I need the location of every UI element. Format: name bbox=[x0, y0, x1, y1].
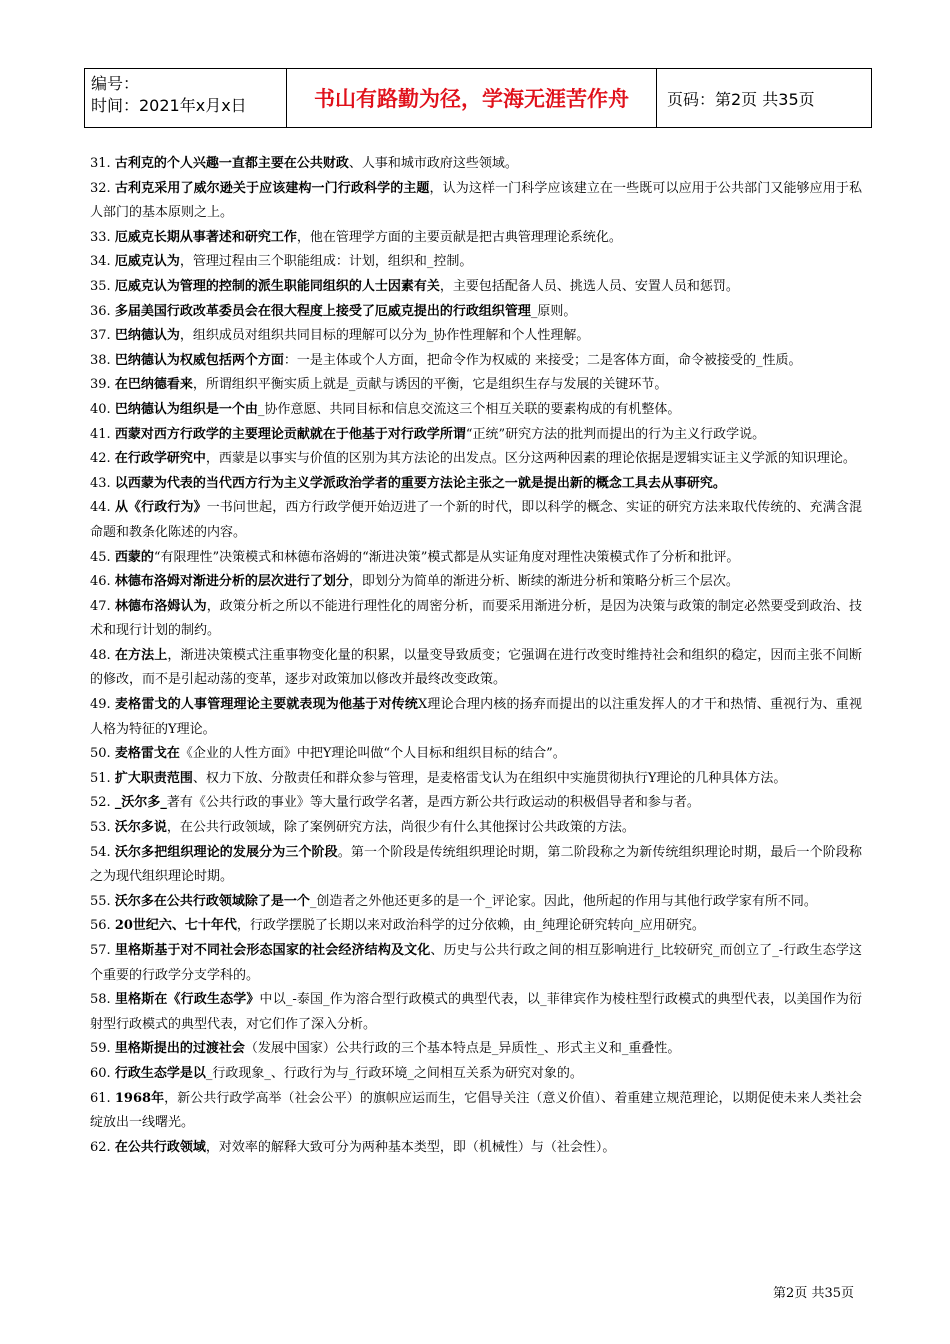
item-bold-text: 在公共行政领域 bbox=[114, 1139, 206, 1155]
question-item bbox=[90, 398, 862, 423]
question-item bbox=[90, 447, 862, 472]
item-bold-text: 麦格雷戈在 bbox=[114, 746, 180, 762]
item-bold-text: 巴纳德认为组织是一个由 bbox=[114, 401, 258, 417]
question-item bbox=[90, 1087, 862, 1136]
document-date-label: 时间：2021年x月x日 bbox=[91, 96, 247, 115]
item-bold-text: 从《行政行为》 bbox=[114, 500, 207, 516]
question-item bbox=[90, 939, 862, 988]
question-item bbox=[90, 496, 862, 545]
question-item bbox=[90, 349, 862, 374]
document-number-label: 编号： bbox=[91, 74, 140, 93]
question-item bbox=[90, 644, 862, 693]
item-text: ，对效率的解释大致可分为两种基本类型，即（机械性）与（社会性）。 bbox=[205, 1139, 616, 1155]
item-bold-text: 厄威克长期从事著述和研究工作 bbox=[114, 229, 297, 245]
item-bold-text: 扩大职责范围 bbox=[114, 770, 193, 786]
question-item bbox=[90, 570, 862, 595]
item-number: 49. bbox=[90, 697, 111, 713]
item-number: 60. bbox=[90, 1065, 111, 1081]
item-text: 一书问世起，西方行政学便开始迈进了一个新的时代，即以科学的概念、实证的研究方法来取代传统的、充满含混命题和教条化陈述的内容。 bbox=[90, 500, 862, 540]
question-item bbox=[90, 250, 862, 275]
question-item bbox=[90, 841, 862, 890]
item-number: 36. bbox=[90, 303, 111, 319]
header-table bbox=[84, 68, 872, 128]
item-number: 37. bbox=[90, 328, 111, 344]
item-text: ，主要包括配备人员、挑选人员、安置人员和惩罚。 bbox=[439, 278, 739, 294]
question-item bbox=[90, 152, 862, 177]
document-body bbox=[90, 152, 862, 1160]
item-text: ，渐进决策模式注重事物变化量的积累，以量变导致质变；它强调在进行改变时维持社会和组织的稳定，因而主张不间断的修改，而不是引起动荡的变革，逐步对政策加以修改并最终改变政策。 bbox=[90, 647, 862, 688]
header-left-cell bbox=[85, 69, 287, 127]
item-bold-text: _沃尔多_ bbox=[114, 795, 167, 811]
item-number: 32. bbox=[90, 180, 111, 196]
item-number: 40. bbox=[90, 401, 111, 417]
question-item bbox=[90, 1062, 862, 1087]
item-text: “有限理性”决策模式和林德布洛姆的“渐进决策”模式都是从实证角度对理性决策模式作了分析和批评。 bbox=[153, 549, 740, 565]
question-item bbox=[90, 988, 862, 1037]
item-bold-text: 巴纳德认为 bbox=[114, 328, 180, 344]
item-text: 。第一个阶段是传统组织理论时期，第二阶段称之为新传统组织理论时期，最后一个阶段称之为现代组织理论时期。 bbox=[90, 844, 862, 885]
item-number: 58. bbox=[90, 992, 111, 1008]
item-text: 著有《公共行政的事业》等大量行政学名著，是西方新公共行政运动的积极倡导者和参与者。 bbox=[166, 795, 700, 811]
item-number: 56. bbox=[90, 918, 111, 934]
item-text: ，西蒙是以事实与价值的区别为其方法论的出发点。区分这两种因素的理论依据是逻辑实证主义学派的知识理论。 bbox=[205, 451, 856, 467]
item-bold-text: 西蒙对西方行政学的主要理论贡献就在于他基于对行政学所谓 bbox=[114, 426, 466, 442]
item-bold-text: 沃尔多在公共行政领域除了是一个 bbox=[114, 893, 310, 909]
item-text: 、人事和城市政府这些领域。 bbox=[348, 156, 518, 171]
item-text: 、权力下放、分散责任和群众参与管理，是麦格雷戈认为在组织中实施贯彻执行Y理论的几种具体方法。 bbox=[192, 770, 787, 786]
item-bold-text: 20世纪六、七十年代 bbox=[114, 918, 237, 934]
item-number: 46. bbox=[90, 574, 111, 590]
item-bold-text: 里格斯在《行政生态学》 bbox=[114, 992, 260, 1008]
item-number: 50. bbox=[90, 746, 111, 762]
question-item bbox=[90, 423, 862, 448]
item-text: ，管理过程由三个职能组成：计划，组织和_控制。 bbox=[179, 254, 473, 270]
item-text: 、历史与公共行政之间的相互影响进行_比较研究_而创立了_-行政生态学这个重要的行政学分支学科的。 bbox=[90, 943, 862, 983]
item-text: _协作意愿、共同目标和信息交流这三个相互关联的要素构成的有机整体。 bbox=[257, 401, 681, 417]
item-bold-text: 在巴纳德看来 bbox=[114, 377, 193, 393]
item-bold-text: 沃尔多说 bbox=[114, 820, 167, 836]
item-bold-text: 多届美国行政改革委员会在很大程度上接受了厄威克提出的行政组织管理 bbox=[114, 303, 531, 319]
question-item bbox=[90, 373, 862, 398]
question-item bbox=[90, 791, 862, 816]
item-number: 34. bbox=[90, 254, 111, 270]
header-motto: 书山有路勤为径，学海无涯苦作舟 bbox=[287, 69, 657, 127]
item-bold-text: 古利克的个人兴趣一直都主要在公共财政 bbox=[114, 156, 349, 171]
question-item bbox=[90, 742, 862, 767]
item-text: _原则。 bbox=[530, 303, 577, 319]
item-bold-text: 林德布洛姆认为 bbox=[114, 598, 207, 614]
question-item bbox=[90, 226, 862, 251]
question-item bbox=[90, 546, 862, 571]
item-bold-text: 沃尔多把组织理论的发展分为三个阶段 bbox=[114, 844, 338, 860]
item-text: ：一是主体或个人方面，把命令作为权威的 来接受；二是客体方面，命令被接受的_性质。 bbox=[283, 352, 802, 368]
item-text: ，行政学摆脱了长期以来对政治科学的过分依赖，由_纯理论研究转向_应用研究。 bbox=[236, 918, 705, 934]
item-number: 35. bbox=[90, 278, 111, 294]
item-number: 54. bbox=[90, 844, 111, 860]
item-text: （发展中国家）公共行政的三个基本特点是_异质性_、形式主义和_重叠性。 bbox=[244, 1041, 681, 1057]
item-text: 中以_-泰国_作为溶合型行政模式的典型代表，以_菲律宾作为棱柱型行政模式的典型代表，以美国作为衍射型行政模式的典型代表，对它们作了深入分析。 bbox=[90, 992, 862, 1032]
item-bold-text: 行政生态学是以 bbox=[114, 1065, 206, 1081]
item-number: 47. bbox=[90, 598, 111, 614]
item-bold-text: 以西蒙为代表的当代西方行为主义学派政治学者的重要方法论主张之一就是提出新的概念工具去从事研究。 bbox=[114, 475, 726, 491]
question-item bbox=[90, 595, 862, 644]
item-bold-text: 厄威克认为管理的控制的派生职能同组织的人士因素有关 bbox=[114, 278, 440, 294]
item-number: 38. bbox=[90, 352, 111, 368]
item-bold-text: 林德布洛姆对渐进分析的层次进行了划分 bbox=[114, 574, 349, 590]
item-text: _创造者之外他还更多的是一个_评论家。因此，他所起的作用与其他行政学家有所不同。 bbox=[309, 893, 817, 909]
item-number: 59. bbox=[90, 1041, 111, 1057]
item-text: ，他在管理学方面的主要贡献是把古典管理理论系统化。 bbox=[296, 229, 622, 245]
item-number: 45. bbox=[90, 549, 111, 565]
question-item bbox=[90, 300, 862, 325]
item-number: 41. bbox=[90, 426, 111, 442]
question-item bbox=[90, 177, 862, 226]
item-text: ，认为这样一门科学应该建立在一些既可以应用于公共部门又能够应用于私人部门的基本原则之上。 bbox=[90, 180, 862, 221]
item-bold-text: 厄威克认为 bbox=[114, 254, 180, 270]
question-item bbox=[90, 816, 862, 841]
question-item bbox=[90, 324, 862, 349]
item-number: 44. bbox=[90, 500, 111, 516]
item-text: ，在公共行政领域，除了案例研究方法，尚很少有什么其他探讨公共政策的方法。 bbox=[166, 820, 635, 836]
item-number: 52. bbox=[90, 795, 111, 811]
item-text: 《企业的人性方面》中把Y理论叫做“个人目标和组织目标的结合”。 bbox=[179, 746, 566, 762]
item-text: ，组织成员对组织共同目标的理解可以分为_协作性理解和个人性理解。 bbox=[179, 328, 590, 344]
item-number: 33. bbox=[90, 229, 111, 245]
item-number: 55. bbox=[90, 893, 111, 909]
item-number: 31. bbox=[90, 156, 111, 171]
item-text: _行政现象_、行政行为与_行政环境_之间相互关系为研究对象的。 bbox=[205, 1065, 583, 1081]
item-number: 57. bbox=[90, 943, 111, 958]
item-bold-text: 在方法上 bbox=[114, 647, 168, 663]
item-text: ，新公共行政学高举（社会公平）的旗帜应运而生，它倡导关注（意义价值）、着重建立规范理论，以期促使未来人类社会绽放出一线曙光。 bbox=[90, 1090, 862, 1131]
question-item bbox=[90, 767, 862, 792]
question-item bbox=[90, 914, 862, 939]
item-text: ，即划分为简单的渐进分析、断续的渐进分析和策略分析三个层次。 bbox=[348, 574, 739, 590]
question-item bbox=[90, 472, 862, 497]
item-text: “正统”研究方法的批判而提出的行为主义行政学说。 bbox=[465, 426, 766, 442]
header-page-label: 页码：第2页 共35页 bbox=[667, 89, 815, 109]
item-bold-text: 在行政学研究中 bbox=[114, 451, 206, 467]
question-item bbox=[90, 1136, 862, 1161]
item-bold-text: 里格斯基于对不同社会形态国家的社会经济结构及文化 bbox=[114, 943, 431, 958]
item-text: ，政策分析之所以不能进行理性化的周密分析，而要采用渐进分析，是因为决策与政策的制定必然要受到政治、技术和现行计划的制约。 bbox=[90, 598, 862, 639]
item-number: 61. bbox=[90, 1090, 111, 1106]
item-bold-text: 西蒙的 bbox=[114, 549, 154, 565]
item-number: 43. bbox=[90, 475, 111, 491]
item-bold-text: 里格斯提出的过渡社会 bbox=[114, 1041, 245, 1057]
item-text: X理论合理内核的扬弃而提出的以注重发挥人的才干和热情、重视行为、重视人格为特征的Y理论。 bbox=[90, 697, 862, 737]
item-number: 62. bbox=[90, 1139, 111, 1155]
item-number: 39. bbox=[90, 377, 111, 393]
item-text: ，所谓组织平衡实质上就是_贡献与诱因的平衡，它是组织生存与发展的关键环节。 bbox=[192, 377, 668, 393]
item-bold-text: 1968年 bbox=[114, 1090, 165, 1106]
item-bold-text: 古利克采用了威尔逊关于应该建构一门行政科学的主题 bbox=[114, 180, 430, 196]
question-item bbox=[90, 275, 862, 300]
page-footer: 第2页 共35页 bbox=[773, 1286, 854, 1301]
question-item bbox=[90, 693, 862, 742]
question-item bbox=[90, 890, 862, 915]
item-number: 48. bbox=[90, 647, 111, 663]
question-item bbox=[90, 1037, 862, 1062]
item-bold-text: 巴纳德认为权威包括两个方面 bbox=[114, 352, 284, 368]
item-bold-text: 麦格雷戈的人事管理理论主要就表现为他基于对传统 bbox=[115, 697, 418, 713]
item-number: 42. bbox=[90, 451, 111, 467]
item-number: 51. bbox=[90, 770, 111, 786]
item-number: 53. bbox=[90, 820, 111, 836]
